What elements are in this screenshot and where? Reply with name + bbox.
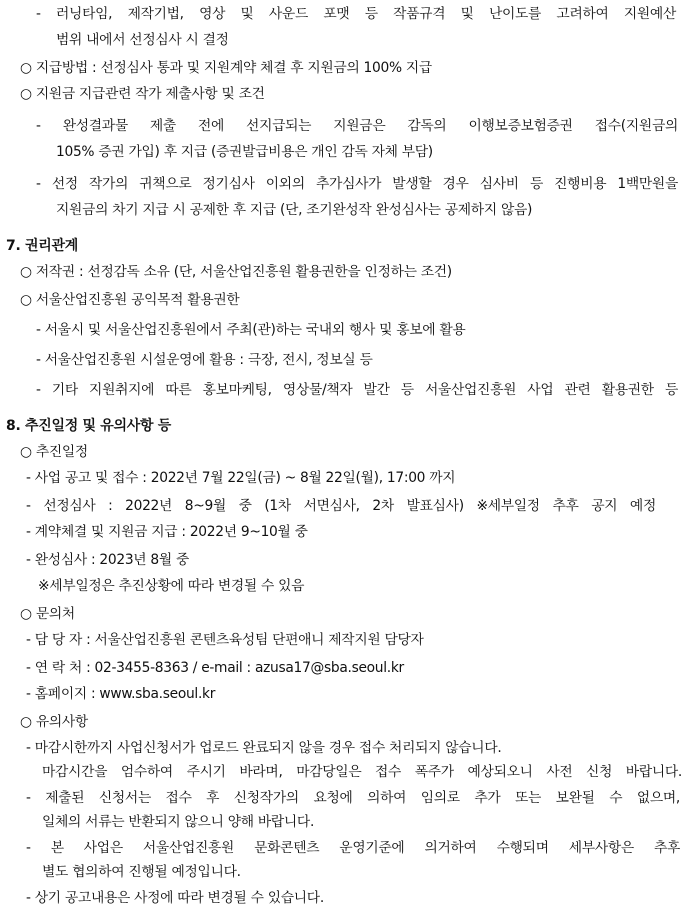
text-line: 105% 증권 가입) 후 지급 (증권발급비용은 개인 감독 자체 부담) xyxy=(56,144,433,160)
text-line: - 선정심사 : 2022년 8~9월 중 (1차 서면심사, 2차 발표심사) ※세부일정 추후 공지 예정 xyxy=(26,498,656,514)
text-line: 별도 협의하여 진행될 예정입니다. xyxy=(42,864,241,880)
text-line: - 연 락 처 : 02-3455-8363 / e-mail : azusa17@sba.seoul.kr xyxy=(26,660,404,676)
text-line: - 계약체결 및 지원금 지급 : 2022년 9~10월 중 xyxy=(26,524,308,540)
text-line: ○ 추진일정 xyxy=(20,444,88,460)
text-line: 마감시간을 엄수하여 주시기 바라며, 마감당일은 접수 폭주가 예상되오니 사전 신청 바랍니다. xyxy=(42,764,682,780)
text-line: - 완성결과물 제출 전에 선지급되는 지원금은 감독의 이행보증보험증권 접수(지원금의 xyxy=(36,118,678,134)
text-line: - 사업 공고 및 접수 : 2022년 7월 22일(금) ~ 8월 22일(월), 17:00 까지 xyxy=(26,470,456,486)
text-line: - 선정 작가의 귀책으로 정기심사 이외의 추가심사가 발생할 경우 심사비 등 진행비용 1백만원을 xyxy=(36,176,678,192)
text-line: ○ 문의처 xyxy=(20,606,75,622)
text-line: 일체의 서류는 반환되지 않으니 양해 바랍니다. xyxy=(42,814,315,830)
text-line: - 상기 공고내용은 사정에 따라 변경될 수 있습니다. xyxy=(26,890,324,906)
section-heading: 7. 권리관계 xyxy=(6,238,78,254)
section-heading: 8. 추진일정 및 유의사항 등 xyxy=(6,418,171,434)
text-line: - 기타 지원취지에 따른 홍보마케팅, 영상물/책자 발간 등 서울산업진흥원 사업 관련 활용권한 등 xyxy=(36,382,678,398)
text-line: - 마감시한까지 사업신청서가 업로드 완료되지 않을 경우 접수 처리되지 않습니다. xyxy=(26,740,502,756)
text-line: 범위 내에서 선정심사 시 결정 xyxy=(56,32,229,48)
text-line: - 담 당 자 : 서울산업진흥원 콘텐츠육성팀 단편애니 제작지원 담당자 xyxy=(26,632,424,648)
text-line: - 본 사업은 서울산업진흥원 문화콘텐츠 운영기준에 의거하여 수행되며 세부사항은 추후 xyxy=(26,840,680,856)
text-line: ○ 지급방법 : 선정심사 통과 및 지원계약 체결 후 지원금의 100% 지급 xyxy=(20,60,432,76)
text-line: - 홈페이지 : www.sba.seoul.kr xyxy=(26,686,216,702)
text-line: ※세부일정은 추진상황에 따라 변경될 수 있음 xyxy=(38,578,305,594)
text-line: - 서울시 및 서울산업진흥원에서 주최(관)하는 국내외 행사 및 홍보에 활용 xyxy=(36,322,466,338)
text-line: - 러닝타임, 제작기법, 영상 및 사운드 포맷 등 작품규격 및 난이도를 고려하여 지원예산 xyxy=(36,6,676,22)
text-line: ○ 유의사항 xyxy=(20,714,88,730)
text-line: - 제출된 신청서는 접수 후 신청작가의 요청에 의하여 임의로 추가 또는 보완될 수 없으며, xyxy=(26,790,680,806)
text-line: ○ 지원금 지급관련 작가 제출사항 및 조건 xyxy=(20,86,265,102)
text-line: - 서울산업진흥원 시설운영에 활용 : 극장, 전시, 정보실 등 xyxy=(36,352,373,368)
text-line: ○ 저작권 : 선정감독 소유 (단, 서울산업진흥원 활용권한을 인정하는 조건) xyxy=(20,264,452,280)
text-line: 지원금의 차기 지급 시 공제한 후 지급 (단, 조기완성작 완성심사는 공제하지 않음) xyxy=(56,202,533,218)
text-line: ○ 서울산업진흥원 공익목적 활용권한 xyxy=(20,292,240,308)
text-line: - 완성심사 : 2023년 8월 중 xyxy=(26,552,190,568)
